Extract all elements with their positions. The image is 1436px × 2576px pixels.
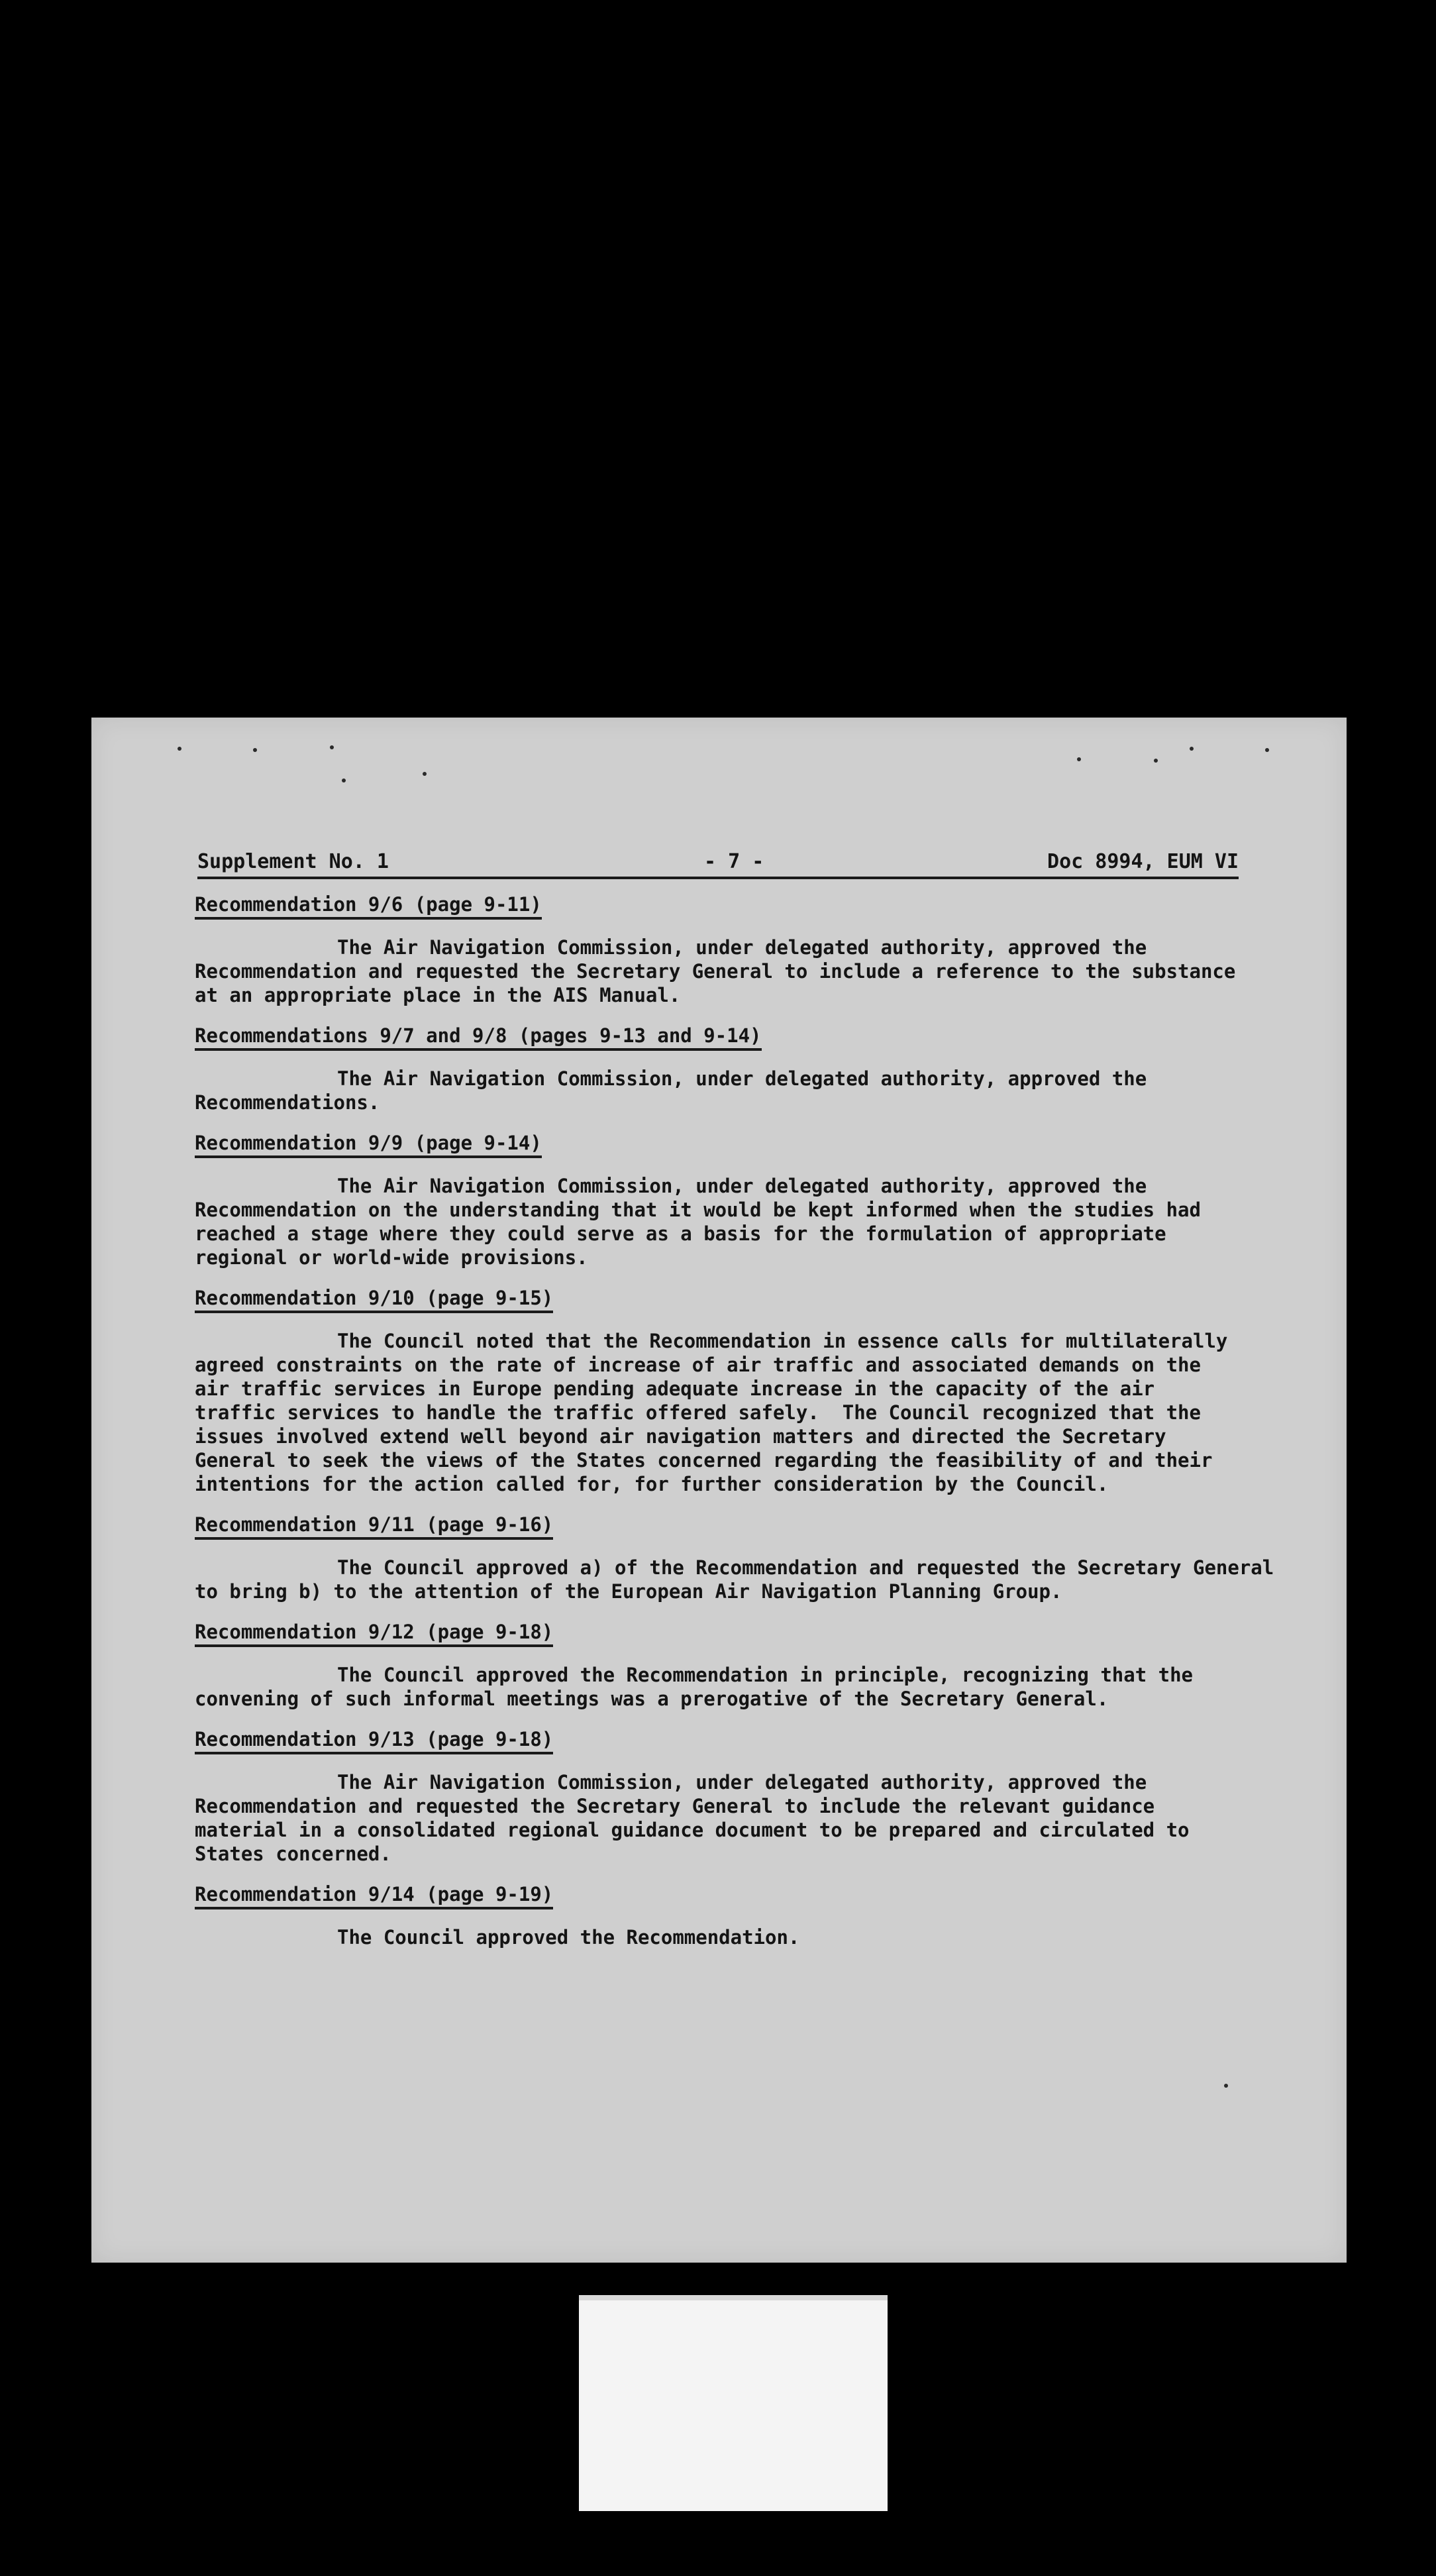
document-reference: Doc 8994, EUM VI (1047, 850, 1239, 873)
section-paragraph: The Air Navigation Commission, under delegated authority, approved the Recommendation and requested the Secretary General to include a reference to the substance at an appropriate place in the AIS Manual. (195, 936, 1236, 1006)
section-paragraph: The Council approved a) of the Recommendation and requested the Secretary General to bring b) to the attention of the European Air Navigation Planning Group. (195, 1556, 1274, 1603)
recommendation-section (195, 1711, 1321, 1866)
recommendation-section (195, 1496, 1321, 1603)
recommendation-section (195, 893, 1321, 1007)
film-label-tab (579, 2295, 888, 2511)
dust-speck (330, 745, 334, 749)
section-heading: Recommendation 9/11 (page 9-16) (195, 1513, 553, 1540)
dust-speck (1154, 759, 1158, 763)
recommendation-section (195, 1866, 1321, 1949)
document-page (91, 718, 1347, 2263)
recommendation-section (195, 1269, 1321, 1496)
dust-speck (253, 748, 257, 752)
recommendation-section (195, 1007, 1321, 1114)
section-paragraph: The Air Navigation Commission, under delegated authority, approved the Recommendation on the understanding that it would be kept informed when the studies had reached a stage where they could serve as a basis for the formulation of appropriate regional or world-wide provisions. (195, 1175, 1201, 1269)
section-heading: Recommendation 9/13 (page 9-18) (195, 1728, 553, 1754)
dust-speck (1077, 757, 1081, 761)
header-rule (197, 877, 1239, 879)
section-paragraph: The Air Navigation Commission, under delegated authority, approved the Recommendation and requested the Secretary General to include the relevant guidance material in a consolidated regional guidance document to be prepared and circulated to States concerned. (195, 1771, 1190, 1865)
document-body (195, 893, 1321, 1949)
dust-speck (342, 778, 346, 782)
recommendation-section (195, 1603, 1321, 1711)
dust-speck (1224, 2084, 1228, 2088)
section-paragraph: The Air Navigation Commission, under delegated authority, approved the Recommendations. (195, 1067, 1147, 1114)
section-paragraph: The Council approved the Recommendation in principle, recognizing that the convening of such informal meetings was a prerogative of the Secretary General. (195, 1664, 1194, 1710)
section-heading: Recommendation 9/10 (page 9-15) (195, 1287, 553, 1313)
dust-speck (1190, 747, 1194, 751)
dust-speck (423, 772, 427, 776)
section-heading: Recommendation 9/12 (page 9-18) (195, 1621, 553, 1647)
dust-speck (178, 747, 181, 751)
page-header (197, 850, 1239, 890)
section-paragraph: The Council noted that the Recommendation in essence calls for multilaterally agreed constraints on the rate of increase of air traffic and associated demands on the air traffic services in Europe pending adequate increase in the capacity of the air traffic services to handle the traffic offered safely. The Council recognized that the issues involved extend well beyond air navigation matters and directed the Secretary General to seek the views of the States concerned regarding the feasibility of and their intentions for the action called for, for further consideration by the Council. (195, 1330, 1228, 1495)
section-heading: Recommendation 9/6 (page 9-11) (195, 893, 542, 920)
recommendation-section (195, 1114, 1321, 1269)
dust-speck (1265, 748, 1269, 752)
section-heading: Recommendation 9/14 (page 9-19) (195, 1883, 553, 1909)
page-number: - 7 - (704, 850, 764, 873)
section-paragraph: The Council approved the Recommendation. (337, 1926, 800, 1949)
section-heading: Recommendations 9/7 and 9/8 (pages 9-13 and 9-14) (195, 1024, 762, 1051)
supplement-label: Supplement No. 1 (197, 850, 389, 873)
section-heading: Recommendation 9/9 (page 9-14) (195, 1132, 542, 1158)
